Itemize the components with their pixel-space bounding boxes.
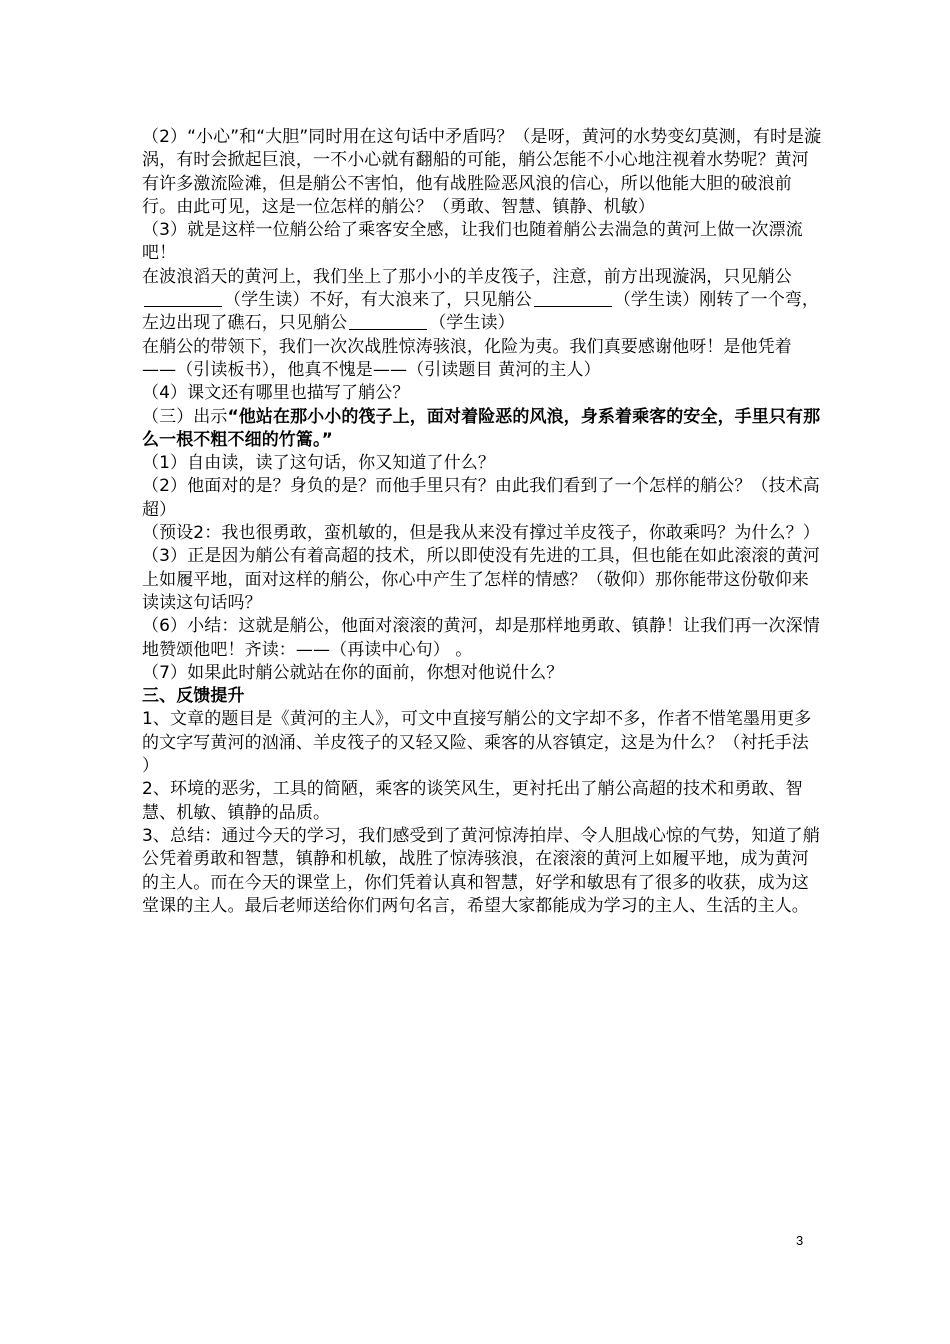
section-heading-feedback: 三、反馈提升 — [142, 686, 245, 707]
paragraph-sub-2: （2）他面对的是？身负的是？而他手里只有？由此我们看到了一个怎样的艄公？（技术高超） — [142, 476, 820, 520]
paragraph-section-three-show — [142, 406, 822, 453]
key-sentence-quote: “他站在那小小的筏子上，面对着险恶的风浪，身系着乘客的安全，手里只有那么一根不粗不细的竹篙。” — [142, 406, 821, 450]
paragraph-sub-7: （7）如果此时艄公就站在你的面前，你想对他说什么？ — [142, 662, 564, 683]
paragraph-preset-2: （预设2：我也很勇敢，蛮机敏的，但是我从来没有撑过羊皮筏子，你敢乘吗？为什么？） — [142, 523, 820, 544]
page-number: 3 — [796, 1233, 804, 1248]
fill-text-part-1: 在波浪滔天的黄河上，我们坐上了那小小的羊皮筏子，注意，前方出现漩涡，只见艄公 — [142, 266, 792, 287]
fill-text-part-4: （学生读） — [429, 313, 515, 334]
blank-line-1 — [144, 289, 222, 307]
paragraph-question-2: （2）“小心”和“大胆”同时用在这句话中矛盾吗？（是呀，黄河的水势变幻莫测，有时是漩涡，有时会掀起巨浪，一不小心就有翻船的可能，艄公怎能不小心地注视着水势呢？黄河有许多激流险滩，但是艄公不害怕，他有战胜险恶风浪的信心，所以他能大胆的破浪前行。由此可见，这是一位怎样的艄公？（勇敢、智慧、镇静、机敏） — [142, 127, 822, 217]
paragraph-sub-3: （3）正是因为艄公有着高超的技术，所以即使没有先进的工具，但也能在如此滚滚的黄河上如履平地，面对这样的艄公，你心中产生了怎样的情感？（敬仰）那你能带这份敬仰来读读这句话吗？ — [142, 546, 820, 613]
show-label: （三）出示 — [142, 406, 228, 427]
blank-line-3 — [349, 312, 427, 330]
blank-line-2 — [534, 289, 612, 307]
lesson-plan-body — [142, 126, 822, 918]
paragraph-feedback-1: 1、文章的题目是《黄河的主人》，可文中直接写艄公的文字却不多，作者不惜笔墨用更多的文字写黄河的汹涌、羊皮筏子的又轻又险、乘客的从容镇定，这是为什么？（衬托手法 ） — [142, 709, 812, 777]
paragraph-guided-reading: 在艄公的带领下，我们一次次战胜惊涛骇浪，化险为夷。我们真要感谢他呀！是他凭着——（引读板书），他真不愧是——（引读题目 黄河的主人） — [142, 336, 792, 380]
paragraph-feedback-3-summary: 3、总结：通过今天的学习，我们感受到了黄河惊涛拍岸、令人胆战心惊的气势，知道了艄公凭着勇敢和智慧，镇静和机敏，战胜了惊涛骇浪，在滚滚的黄河上如履平地，成为黄河的主人。而在今天的课堂上，你们凭着认真和智慧，好学和敏思有了很多的收获，成为这堂课的主人。最后老师送给你们两句名言，希望大家都能成为学习的主人、生活的主人。 — [142, 825, 820, 916]
fill-text-part-2: （学生读）不好，有大浪来了，只见艄公 — [224, 290, 532, 311]
fill-text-part-3: （学生读）刚转了一个弯，左边出现了礁石，只见艄公 — [142, 290, 820, 334]
paragraph-question-3: （3）就是这样一位艄公给了乘客安全感，让我们也随着艄公去湍急的黄河上做一次漂流吧！ — [142, 220, 803, 264]
paragraph-sub-6-summary: （6）小结：这就是艄公，他面对滚滚的黄河，却是那样地勇敢、镇静！让我们再一次深情地赞颂他吧！齐读：——（再读中心句） 。 — [142, 616, 820, 660]
paragraph-sub-1: （1）自由读，读了这句话，你又知道了什么？ — [142, 453, 495, 474]
paragraph-fill-in-reading — [142, 266, 822, 336]
paragraph-question-4: （4）课文还有哪里也描写了艄公？ — [142, 383, 410, 404]
paragraph-feedback-2: 2、环境的恶劣，工具的简陋，乘客的谈笑风生，更衬托出了艄公高超的技术和勇敢、智慧、机敏、镇静的品质。 — [142, 779, 803, 823]
